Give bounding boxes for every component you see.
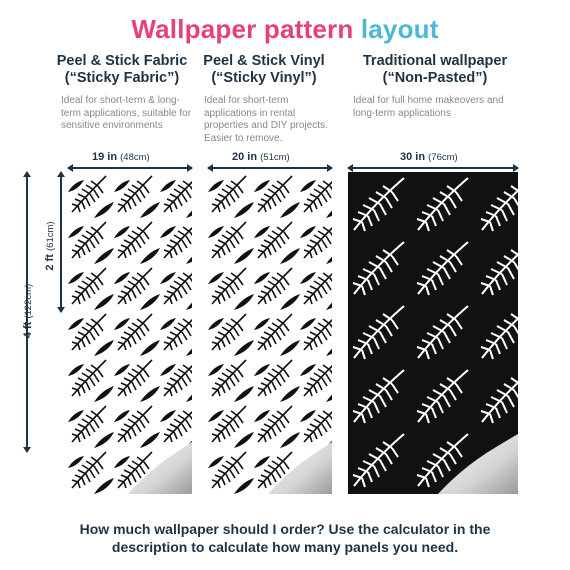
fabric-description: Ideal for short-term & long-term applications, suitable for sensitive environments bbox=[61, 95, 192, 131]
short-height-label bbox=[44, 206, 56, 286]
traditional-width-metric: (76cm) bbox=[428, 152, 458, 163]
vinyl-heading bbox=[195, 53, 333, 87]
fabric-heading bbox=[52, 53, 192, 87]
traditional-description: Ideal for full home makeovers and long-term applications bbox=[353, 95, 504, 119]
title-part1: Wallpaper pattern bbox=[131, 14, 354, 44]
traditional-panel bbox=[348, 172, 518, 494]
fabric-panel bbox=[68, 172, 192, 494]
short-height-value: 2 ft bbox=[44, 254, 56, 271]
vinyl-heading-line2: (“Sticky Vinyl”) bbox=[211, 70, 317, 86]
tall-height-value: 4 ft bbox=[22, 321, 34, 339]
vinyl-width-value: 20 in bbox=[232, 151, 258, 163]
vinyl-leaf-pattern bbox=[208, 172, 332, 494]
fabric-width-metric: (48cm) bbox=[120, 152, 150, 163]
traditional-heading-line2: (“Non-Pasted”) bbox=[382, 70, 488, 86]
tall-height-label bbox=[22, 261, 34, 361]
title-part2: layout bbox=[360, 14, 439, 44]
vinyl-width-label bbox=[232, 151, 290, 163]
vinyl-description: Ideal for short-term applications in rental properties and DIY projects. Easier to remove. bbox=[204, 95, 328, 144]
fabric-heading-line2: (“Sticky Fabric”) bbox=[64, 70, 180, 86]
tall-height-metric: (122cm) bbox=[23, 283, 34, 319]
traditional-width-value: 30 in bbox=[400, 151, 426, 163]
traditional-heading bbox=[345, 53, 525, 87]
fabric-width-label bbox=[92, 151, 150, 163]
vinyl-width-metric: (51cm) bbox=[260, 152, 290, 163]
footer-line1: How much wallpaper should I order? Use the calculator in the bbox=[79, 521, 491, 537]
footer-line2: description to calculate how many panels you need. bbox=[111, 539, 459, 555]
fabric-width-arrow bbox=[68, 167, 192, 169]
short-height-arrow bbox=[60, 172, 62, 312]
page-title bbox=[0, 14, 570, 45]
vinyl-heading-line1: Peel & Stick Vinyl bbox=[203, 53, 325, 69]
order-calculator-note bbox=[0, 520, 570, 556]
vinyl-panel bbox=[208, 172, 332, 494]
traditional-width-arrow bbox=[348, 167, 518, 169]
traditional-heading-line1: Traditional wallpaper bbox=[362, 53, 508, 69]
short-height-metric: (61cm) bbox=[45, 221, 56, 251]
fabric-leaf-pattern bbox=[68, 172, 192, 494]
fabric-width-value: 19 in bbox=[92, 151, 118, 163]
fabric-heading-line1: Peel & Stick Fabric bbox=[56, 53, 188, 69]
traditional-width-label bbox=[400, 151, 458, 163]
vinyl-width-arrow bbox=[208, 167, 332, 169]
traditional-leaf-pattern bbox=[348, 172, 518, 494]
